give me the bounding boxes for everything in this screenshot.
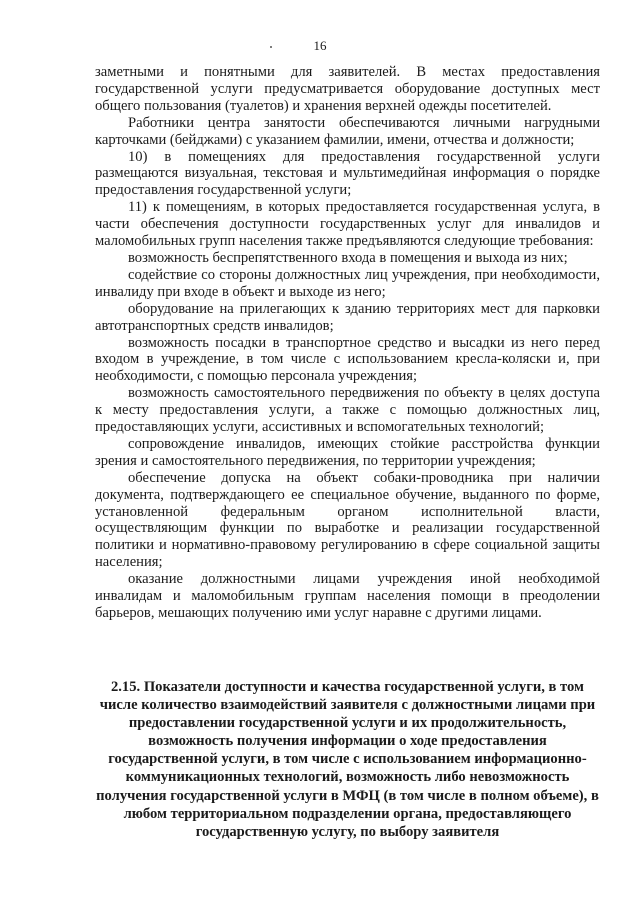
body-text [95, 64, 600, 622]
paragraph-item-10: 10) в помещениях для предоставления государственной услуги размещаются визуальная, текстовая и мультимедийная информация о порядке предоставления государственной услуги; [95, 148, 600, 199]
section-heading-2-15: 2.15. Показатели доступности и качества государственной услуги, в том числе количество взаимодействий заявителя с должностными лицами при предоставлении государственной услуги и их продолжительность, возможность получения информации о ходе предоставления государственной услуги, в том числе с использованием информационно-коммуникационных технологий, возможность либо невозможность получения государственной услуги в МФЦ (в том числе в полном объеме), в любом территориальном подразделении органа, предоставляющего государственную услугу, по выбору заявителя [96, 679, 599, 840]
scan-speck [270, 46, 272, 48]
requirement-barrier-assistance: оказание должностными лицами учреждения иной необходимой инвалидам и маломобильным группам населения помощи в преодолении барьеров, мешающих получению ими услуг наравне с другими лицами. [95, 571, 600, 621]
requirement-guide-dog: обеспечение допуска на объект собаки-проводника при наличии документа, подтверждающего ее специальное обучение, выданного по форме, установленной федеральным органом исполнительной власти, осуществляющим функции по выработке и реализации государственной политики и нормативно-правовому регулированию в сфере социальной защиты населения; [95, 469, 600, 571]
requirement-staff-assistance: содействие со стороны должностных лиц учреждения, при необходимости, инвалиду при входе в объект и выходе из него; [95, 266, 600, 300]
requirement-parking: оборудование на прилегающих к зданию территориях мест для парковки автотранспортных средств инвалидов; [95, 300, 600, 334]
requirement-independent-movement: возможность самостоятельного передвижения по объекту в целях доступа к месту предоставления услуги, а также с помощью должностных лиц, предоставляющих услуги, ассистивных и вспомогательных технологий; [95, 385, 600, 436]
paragraph-continuation: заметными и понятными для заявителей. В местах предоставления государственной услуги предусматривается оборудование доступных мест общего пользования (туалетов) и хранения верхней одежды посетителей. [95, 64, 600, 114]
page-number: 16 [313, 38, 327, 53]
paragraph-item-11: 11) к помещениям, в которых предоставляется государственная услуга, в части обеспечения доступности государственных услуг для инвалидов и маломобильных групп населения также предъявляются следующие требования: [95, 199, 600, 250]
requirement-entrance-exit: возможность беспрепятственного входа в помещения и выхода из них; [128, 249, 568, 266]
requirement-vehicle-boarding: возможность посадки в транспортное средство и высадки из него перед входом в учреждение, в том числе с использованием кресла-коляски и, при необходимости, с помощью персонала учреждения; [95, 334, 600, 385]
paragraph-badges: Работники центра занятости обеспечиваются личными нагрудными карточками (бейджами) с указанием фамилии, имени, отчества и должности; [95, 114, 600, 148]
requirement-escort: сопровождение инвалидов, имеющих стойкие расстройства функции зрения и самостоятельного передвижения, по территории учреждения; [95, 435, 600, 469]
